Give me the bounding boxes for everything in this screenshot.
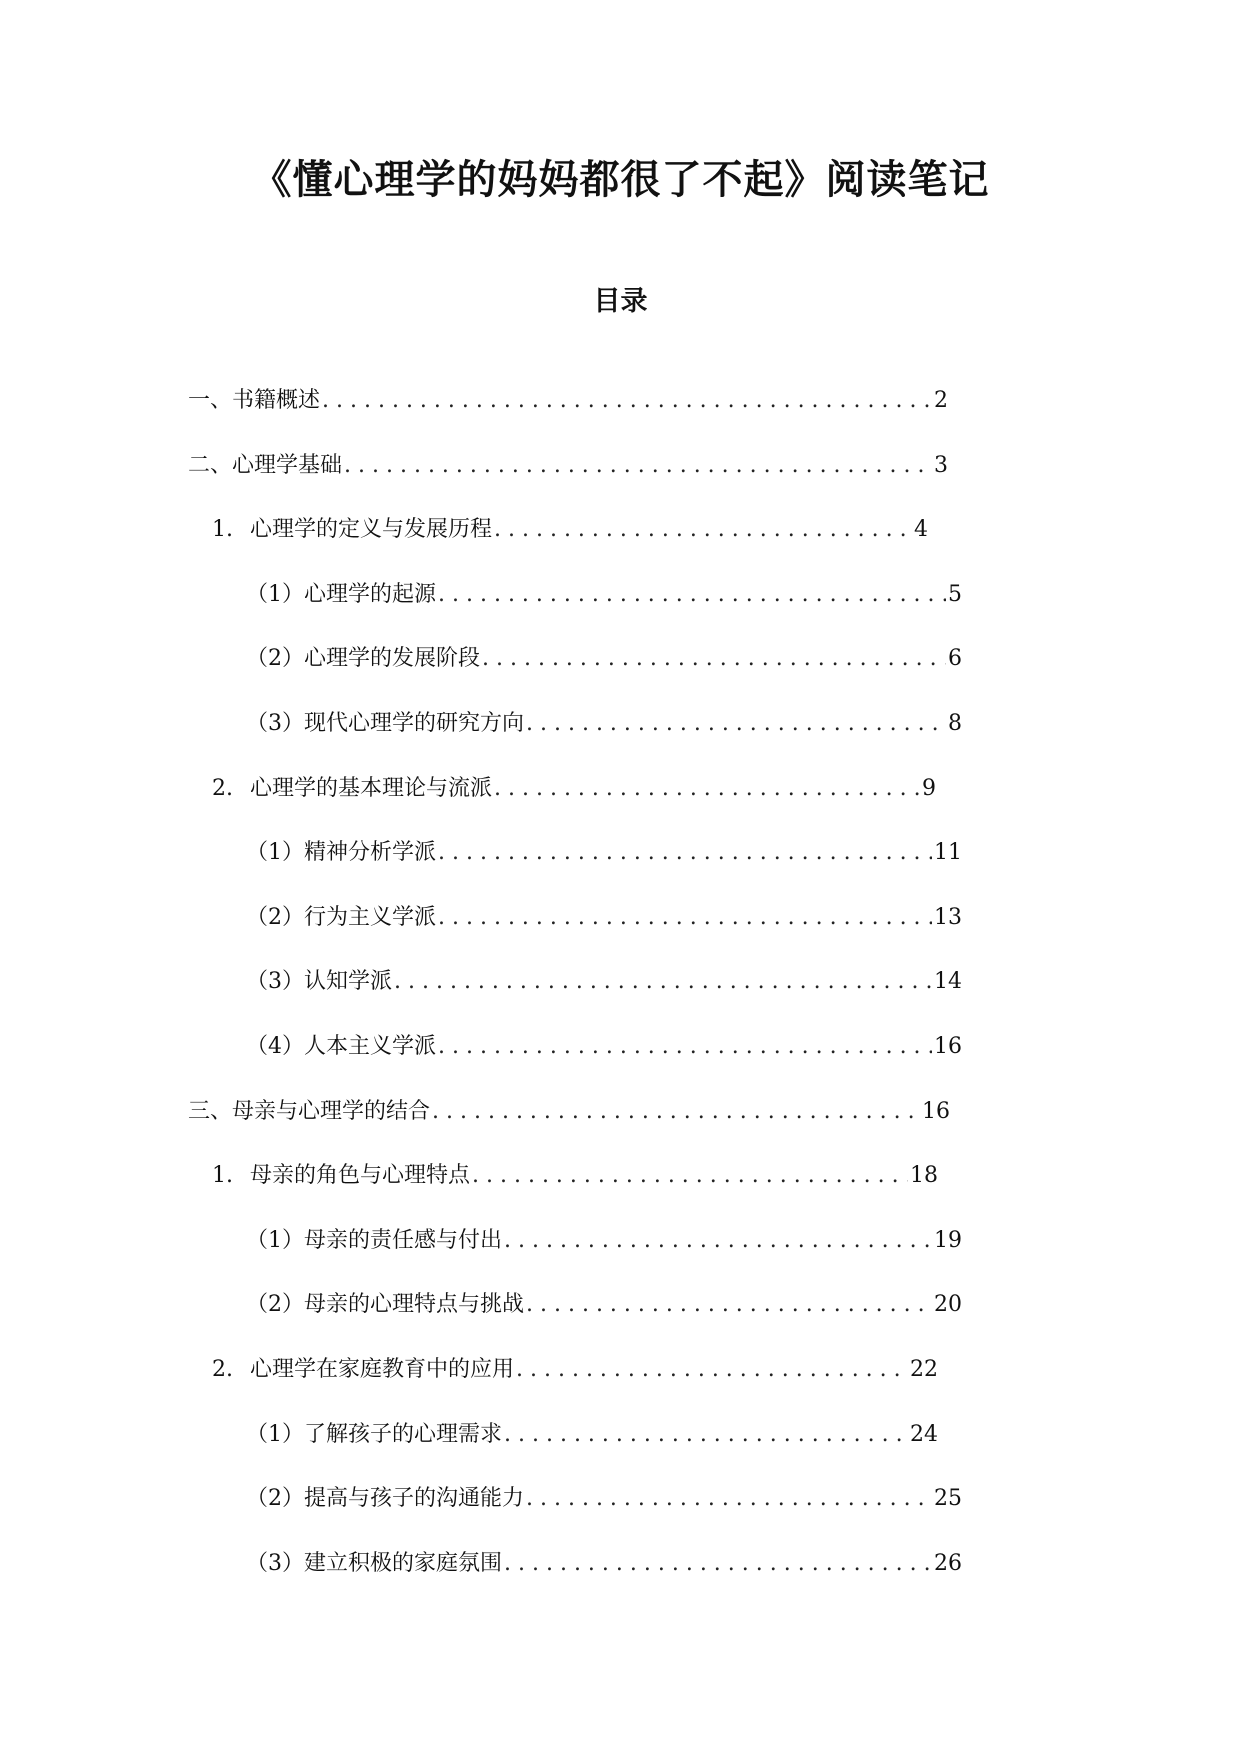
toc-dot-leader xyxy=(526,707,946,741)
toc-dot-leader xyxy=(482,642,946,676)
toc-entry-page-number: 6 xyxy=(948,646,962,671)
toc-entry-page-number: 19 xyxy=(934,1228,962,1253)
toc-entry-page-number: 5 xyxy=(948,582,962,607)
toc-entry-page-number: 9 xyxy=(922,776,936,801)
toc-dot-leader xyxy=(322,384,932,418)
toc-entry-number: （1） xyxy=(246,1422,304,1447)
toc-entry-page-number: 3 xyxy=(934,453,948,478)
toc-dot-leader xyxy=(472,1159,908,1193)
toc-entry-label: 心理学的起源 xyxy=(304,582,437,607)
toc-entry-label: 心理学的定义与发展历程 xyxy=(250,517,493,542)
toc-entry-page-number: 11 xyxy=(934,840,962,865)
toc-entry-label: 书籍概述 xyxy=(232,388,321,413)
toc-dot-leader xyxy=(394,965,932,999)
toc-dot-leader xyxy=(494,513,912,547)
toc-dot-leader xyxy=(504,1547,932,1581)
toc-entry-page-number: 25 xyxy=(934,1486,962,1511)
toc-dot-leader xyxy=(516,1353,908,1387)
toc-entry-number: （3） xyxy=(246,969,304,994)
toc-entry-label: 心理学在家庭教育中的应用 xyxy=(250,1357,515,1382)
toc-entry-number: （2） xyxy=(246,1486,304,1511)
toc-entry[interactable] xyxy=(212,1353,938,1387)
toc-dot-leader xyxy=(504,1224,932,1258)
toc-dot-leader xyxy=(494,772,920,806)
toc-entry[interactable] xyxy=(212,1159,938,1193)
toc-entry-page-number: 26 xyxy=(934,1551,962,1576)
toc-entry-label: 提高与孩子的沟通能力 xyxy=(304,1486,525,1511)
toc-entry-number: （3） xyxy=(246,1551,304,1576)
toc-entry-label: 母亲与心理学的结合 xyxy=(232,1099,431,1124)
toc-entry-page-number: 4 xyxy=(914,517,928,542)
toc-entry-page-number: 2 xyxy=(934,388,948,413)
toc-entry[interactable] xyxy=(246,901,962,935)
toc-entry[interactable] xyxy=(246,1030,962,1064)
toc-entry[interactable] xyxy=(246,707,962,741)
toc-entry-page-number: 24 xyxy=(910,1422,938,1447)
toc-entry-number: （2） xyxy=(246,646,304,671)
toc-entry[interactable] xyxy=(212,772,936,806)
toc-entry-label: 了解孩子的心理需求 xyxy=(304,1422,503,1447)
toc-entry-number: 1. xyxy=(212,1163,233,1188)
toc-entry-number: （1） xyxy=(246,582,304,607)
toc-dot-leader xyxy=(526,1288,932,1322)
toc-dot-leader xyxy=(438,836,932,870)
toc-entry-page-number: 8 xyxy=(948,711,962,736)
toc-entry[interactable] xyxy=(246,965,962,999)
toc-entry-number: （2） xyxy=(246,1292,304,1317)
toc-dot-leader xyxy=(438,578,946,612)
toc-entry-label: 母亲的责任感与付出 xyxy=(304,1228,503,1253)
toc-entry-number: （2） xyxy=(246,905,304,930)
toc-dot-leader xyxy=(432,1095,920,1129)
toc-entry-label: 行为主义学派 xyxy=(304,905,437,930)
toc-entry[interactable] xyxy=(246,642,962,676)
toc-entry-label: 母亲的心理特点与挑战 xyxy=(304,1292,525,1317)
toc-entry-number: 二、 xyxy=(188,453,233,478)
toc-heading: 目录 xyxy=(593,286,648,317)
document-title: 《懂心理学的妈妈都很了不起》阅读笔记 xyxy=(251,156,990,203)
toc-entry-page-number: 22 xyxy=(910,1357,938,1382)
toc-entry-label: 人本主义学派 xyxy=(304,1034,437,1059)
toc-entry-number: （1） xyxy=(246,1228,304,1253)
toc-dot-leader xyxy=(344,449,932,483)
toc-entry-number: 1. xyxy=(212,517,233,542)
toc-entry-label: 建立积极的家庭氛围 xyxy=(304,1551,503,1576)
toc-entry-label: 母亲的角色与心理特点 xyxy=(250,1163,471,1188)
toc-entry[interactable] xyxy=(246,1547,962,1581)
toc-entry-label: 心理学的基本理论与流派 xyxy=(250,776,493,801)
toc-entry[interactable] xyxy=(212,513,928,547)
toc-entry-page-number: 13 xyxy=(934,905,962,930)
toc-entry[interactable] xyxy=(188,1095,950,1129)
toc-dot-leader xyxy=(504,1418,908,1452)
toc-entry-number: 2. xyxy=(212,776,233,801)
toc-entry-number: （3） xyxy=(246,711,304,736)
toc-entry[interactable] xyxy=(246,1224,962,1258)
toc-dot-leader xyxy=(438,1030,932,1064)
toc-entry[interactable] xyxy=(246,836,962,870)
toc-entry-number: （1） xyxy=(246,840,304,865)
toc-dot-leader xyxy=(526,1482,932,1516)
toc-entry-page-number: 18 xyxy=(910,1163,938,1188)
toc-entry-page-number: 20 xyxy=(934,1292,962,1317)
toc-entry-number: 一、 xyxy=(188,388,233,413)
toc-entry-page-number: 16 xyxy=(922,1099,950,1124)
toc-entry-label: 认知学派 xyxy=(304,969,393,994)
toc-entry-label: 心理学的发展阶段 xyxy=(304,646,481,671)
toc-entry[interactable] xyxy=(188,384,948,418)
toc-entry[interactable] xyxy=(246,1418,938,1452)
toc-entry[interactable] xyxy=(246,1482,962,1516)
toc-entry[interactable] xyxy=(188,449,948,483)
toc-entry[interactable] xyxy=(246,1288,962,1322)
toc-entry-number: 2. xyxy=(212,1357,233,1382)
toc-entry-label: 心理学基础 xyxy=(232,453,343,478)
toc-entry-label: 精神分析学派 xyxy=(304,840,437,865)
toc-entry[interactable] xyxy=(246,578,962,612)
toc-entry-label: 现代心理学的研究方向 xyxy=(304,711,525,736)
toc-entry-page-number: 16 xyxy=(934,1034,962,1059)
toc-entry-page-number: 14 xyxy=(934,969,962,994)
toc-dot-leader xyxy=(438,901,932,935)
toc-entry-number: （4） xyxy=(246,1034,304,1059)
toc-entry-number: 三、 xyxy=(188,1099,233,1124)
